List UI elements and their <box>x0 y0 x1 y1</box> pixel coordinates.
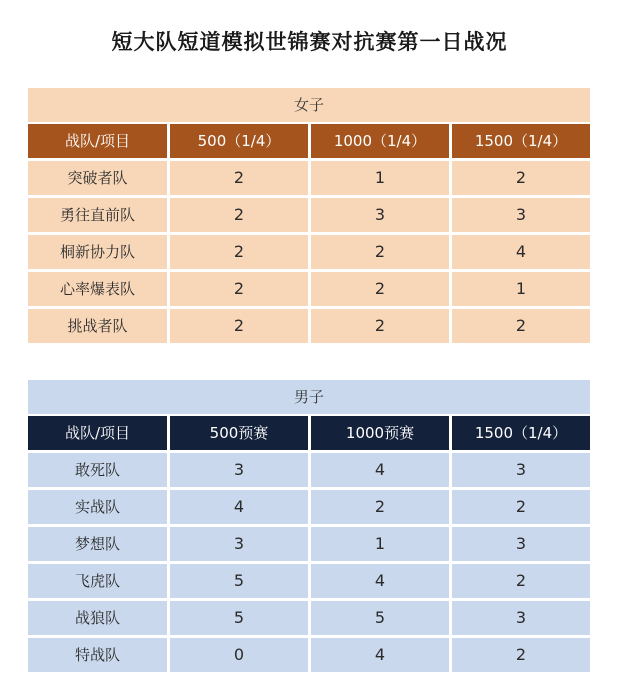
team-name: 心率爆表队 <box>28 272 167 306</box>
team-name: 勇往直前队 <box>28 198 167 232</box>
table-row <box>28 564 590 598</box>
table-row <box>28 309 590 343</box>
result-500: 3 <box>170 453 308 487</box>
men-header-row <box>28 416 590 450</box>
column-header-team: 战队/项目 <box>28 124 167 158</box>
result-1000: 4 <box>311 638 449 672</box>
result-1500: 2 <box>452 638 590 672</box>
column-header-1500: 1500（1/4） <box>452 124 590 158</box>
women-table <box>28 88 590 343</box>
table-row <box>28 527 590 561</box>
column-header-1000: 1000（1/4） <box>311 124 449 158</box>
column-header-1500: 1500（1/4） <box>452 416 590 450</box>
team-name: 特战队 <box>28 638 167 672</box>
result-1500: 2 <box>452 490 590 524</box>
table-row <box>28 601 590 635</box>
table-row <box>28 235 590 269</box>
result-500: 2 <box>170 161 308 195</box>
result-1500: 2 <box>452 309 590 343</box>
result-1000: 1 <box>311 527 449 561</box>
column-header-500: 500预赛 <box>170 416 308 450</box>
women-header-row <box>28 124 590 158</box>
result-500: 2 <box>170 235 308 269</box>
team-name: 挑战者队 <box>28 309 167 343</box>
column-header-team: 战队/项目 <box>28 416 167 450</box>
result-500: 2 <box>170 272 308 306</box>
result-1500: 1 <box>452 272 590 306</box>
table-row <box>28 638 590 672</box>
result-500: 3 <box>170 527 308 561</box>
table-row <box>28 161 590 195</box>
result-1500: 2 <box>452 161 590 195</box>
team-name: 突破者队 <box>28 161 167 195</box>
team-name: 敢死队 <box>28 453 167 487</box>
result-1000: 3 <box>311 198 449 232</box>
result-500: 5 <box>170 601 308 635</box>
table-row <box>28 198 590 232</box>
result-500: 0 <box>170 638 308 672</box>
result-1000: 4 <box>311 564 449 598</box>
result-1500: 3 <box>452 601 590 635</box>
result-500: 5 <box>170 564 308 598</box>
result-500: 2 <box>170 198 308 232</box>
result-1500: 3 <box>452 198 590 232</box>
result-1000: 2 <box>311 235 449 269</box>
team-name: 飞虎队 <box>28 564 167 598</box>
result-1000: 5 <box>311 601 449 635</box>
team-name: 梦想队 <box>28 527 167 561</box>
result-500: 2 <box>170 309 308 343</box>
team-name: 实战队 <box>28 490 167 524</box>
result-500: 4 <box>170 490 308 524</box>
result-1500: 3 <box>452 453 590 487</box>
men-section-header: 男子 <box>28 380 590 414</box>
table-row <box>28 453 590 487</box>
result-1000: 2 <box>311 272 449 306</box>
page-title: 短大队短道模拟世锦赛对抗赛第一日战况 <box>111 30 508 54</box>
result-1000: 4 <box>311 453 449 487</box>
column-header-500: 500（1/4） <box>170 124 308 158</box>
result-1500: 4 <box>452 235 590 269</box>
column-header-1000: 1000预赛 <box>311 416 449 450</box>
result-1000: 2 <box>311 490 449 524</box>
result-1500: 3 <box>452 527 590 561</box>
result-1500: 2 <box>452 564 590 598</box>
women-section-header: 女子 <box>28 88 590 122</box>
men-table <box>28 380 590 672</box>
team-name: 桐新协力队 <box>28 235 167 269</box>
table-row <box>28 490 590 524</box>
result-1000: 1 <box>311 161 449 195</box>
result-1000: 2 <box>311 309 449 343</box>
table-row <box>28 272 590 306</box>
team-name: 战狼队 <box>28 601 167 635</box>
